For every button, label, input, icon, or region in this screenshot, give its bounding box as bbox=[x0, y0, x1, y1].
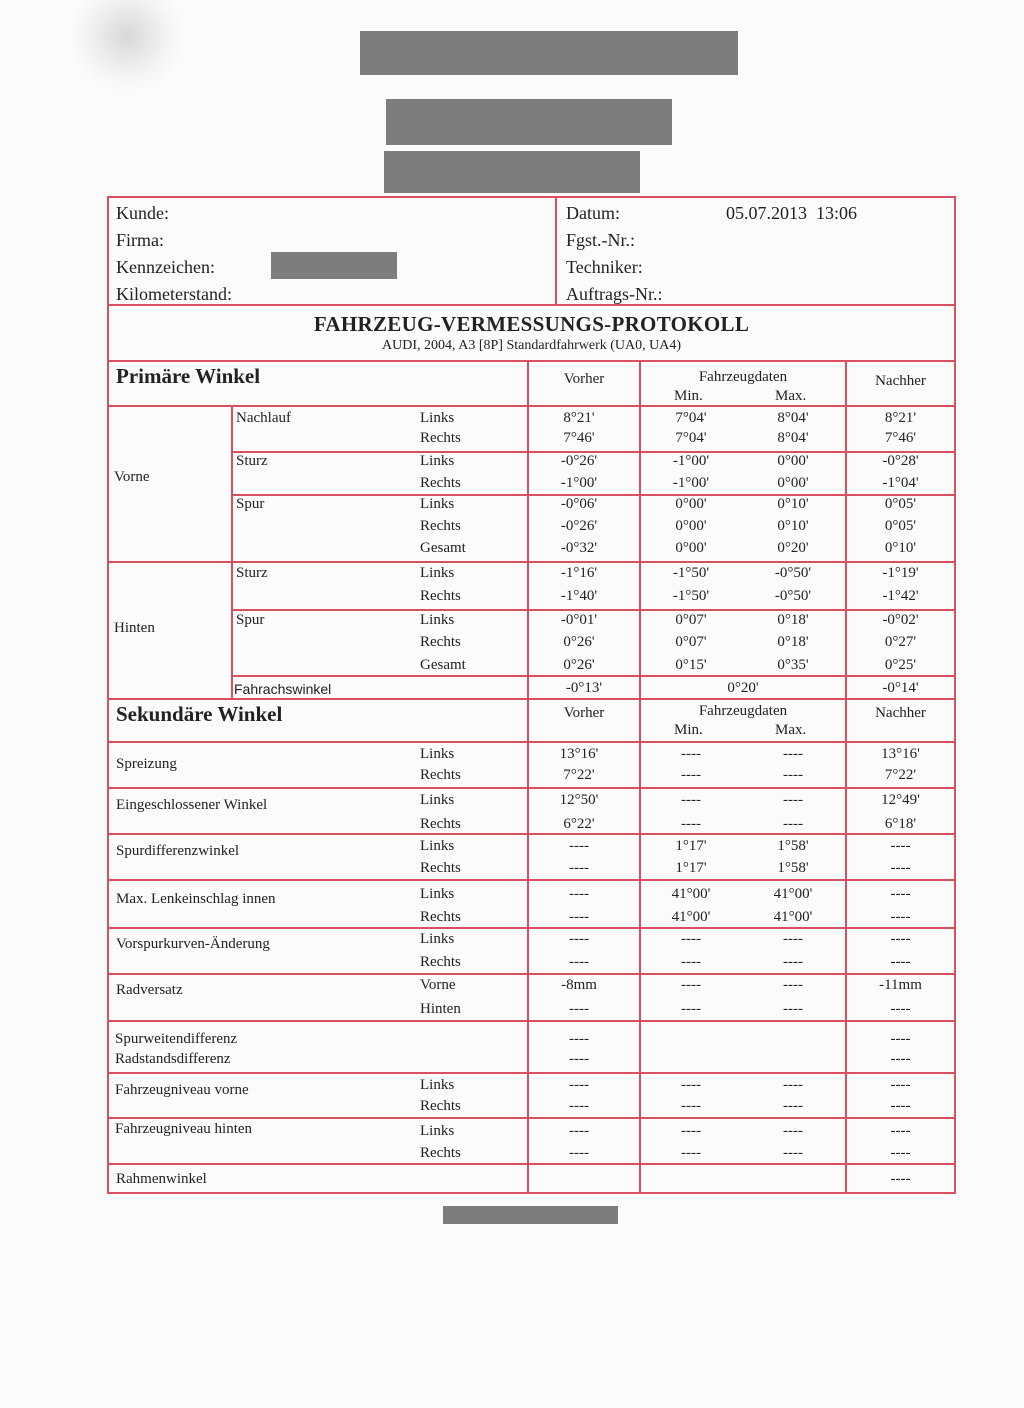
customer-header bbox=[107, 196, 956, 306]
grid-line bbox=[107, 1117, 956, 1119]
side-label: Gesamt bbox=[420, 540, 466, 556]
nachher-value: -1°42' bbox=[882, 588, 919, 604]
max-value: ---- bbox=[783, 767, 803, 783]
group-label: Spur bbox=[236, 496, 265, 512]
side-label: Links bbox=[420, 746, 455, 762]
side-label: Links bbox=[420, 453, 455, 469]
max-value: 41°00' bbox=[773, 909, 813, 925]
col-nachher: Nachher bbox=[875, 373, 926, 389]
vorher-value: -1°00' bbox=[560, 475, 598, 491]
min-value: 7°04' bbox=[675, 410, 707, 426]
secondary-title: Sekundäre Winkel bbox=[116, 702, 283, 726]
firma-label: Firma: bbox=[116, 230, 164, 250]
row-label: Spreizung bbox=[116, 756, 177, 772]
max-value: ---- bbox=[783, 1145, 803, 1161]
min-value: 0°07' bbox=[675, 612, 707, 628]
datum-value: 05.07.2013 13:06 bbox=[726, 203, 858, 223]
nachher-value: -11mm bbox=[879, 977, 922, 993]
nachher-value: ---- bbox=[890, 954, 911, 970]
max-value: ---- bbox=[783, 1077, 803, 1093]
grid-line bbox=[107, 741, 956, 743]
side-label: Links bbox=[420, 410, 455, 426]
max-value: ---- bbox=[783, 816, 803, 832]
row-label: Vorspurkurven-Änderung bbox=[116, 936, 270, 952]
nachher-value: -1°04' bbox=[882, 475, 919, 491]
nachher-value: ---- bbox=[890, 1098, 911, 1114]
vorher-value: 6°22' bbox=[563, 816, 595, 832]
vorher-value: -0°26' bbox=[560, 453, 598, 469]
spurweite-label: Spurweitendifferenz bbox=[115, 1031, 238, 1047]
fahrachs-ref: 0°20' bbox=[727, 680, 759, 696]
vorher-value: 13°16' bbox=[559, 746, 599, 762]
min-value: ---- bbox=[681, 1123, 701, 1139]
row-label: Radversatz bbox=[116, 982, 183, 998]
min-value: ---- bbox=[681, 1145, 701, 1161]
vorher-value: ---- bbox=[569, 1123, 589, 1139]
nachher-value: ---- bbox=[890, 1077, 911, 1093]
max-value: 0°20' bbox=[777, 540, 809, 556]
min-value: -1°50' bbox=[672, 565, 710, 581]
row-label: Eingeschlossener Winkel bbox=[116, 797, 268, 813]
max-value: ---- bbox=[783, 1123, 803, 1139]
vorher-value: ---- bbox=[569, 1098, 589, 1114]
nachher-value: ---- bbox=[890, 886, 911, 902]
max-value: 0°18' bbox=[777, 634, 809, 650]
side-label: Hinten bbox=[420, 1001, 461, 1017]
techniker-label: Techniker: bbox=[566, 257, 643, 277]
spurweite-nachher: ---- bbox=[890, 1031, 911, 1047]
primary-title: Primäre Winkel bbox=[116, 364, 261, 388]
rahmen-nachher: ---- bbox=[890, 1171, 911, 1187]
min-value: 0°07' bbox=[675, 634, 707, 650]
min-value: ---- bbox=[681, 767, 701, 783]
col-min: Min. bbox=[674, 388, 703, 404]
grid-line bbox=[107, 973, 956, 975]
max-value: 8°04' bbox=[777, 410, 809, 426]
redacted-block bbox=[386, 99, 672, 145]
max-value: ---- bbox=[783, 977, 803, 993]
side-label: Gesamt bbox=[420, 657, 466, 673]
col-vorher-2: Vorher bbox=[563, 705, 605, 721]
kilometerstand-label: Kilometerstand: bbox=[116, 284, 232, 304]
max-value: -0°50' bbox=[774, 588, 812, 604]
nachher-value: 0°27' bbox=[884, 634, 917, 650]
nachher-value: 8°21' bbox=[884, 410, 917, 426]
scan-smudge bbox=[72, 0, 182, 90]
vorher-value: ---- bbox=[569, 886, 589, 902]
vorher-value: ---- bbox=[569, 1077, 589, 1093]
max-value: 0°00' bbox=[777, 453, 809, 469]
row-label: Fahrzeugniveau hinten bbox=[115, 1121, 253, 1137]
min-value: 7°04' bbox=[675, 430, 707, 446]
nachher-value: ---- bbox=[890, 909, 911, 925]
fahrachs-nachher: -0°14' bbox=[882, 680, 919, 696]
side-label: Rechts bbox=[420, 430, 461, 446]
min-value: 41°00' bbox=[671, 909, 711, 925]
grid-line bbox=[107, 1072, 956, 1074]
group-label: Sturz bbox=[236, 565, 268, 581]
side-label: Links bbox=[420, 931, 455, 947]
vehicle-subtitle: AUDI, 2004, A3 [8P] Standardfahrwerk (UA0, UA4) bbox=[382, 338, 681, 353]
nachher-value: 0°05' bbox=[884, 496, 917, 512]
nachher-value: -1°19' bbox=[882, 565, 919, 581]
vorher-value: 0°26' bbox=[563, 634, 595, 650]
min-value: ---- bbox=[681, 954, 701, 970]
side-label: Rechts bbox=[420, 1098, 461, 1114]
side-label: Rechts bbox=[420, 634, 461, 650]
side-label: Links bbox=[420, 1077, 455, 1093]
min-value: 0°00' bbox=[675, 496, 707, 512]
row-label: Max. Lenkeinschlag innen bbox=[116, 891, 276, 907]
max-value: 8°04' bbox=[777, 430, 809, 446]
max-value: 0°35' bbox=[777, 657, 809, 673]
side-label: Rechts bbox=[420, 767, 461, 783]
side-label: Rechts bbox=[420, 475, 461, 491]
side-label: Links bbox=[420, 886, 455, 902]
col-fahrzeugdaten: Fahrzeugdaten bbox=[698, 369, 788, 385]
min-value: -1°00' bbox=[672, 453, 710, 469]
nachher-value: ---- bbox=[890, 1001, 911, 1017]
min-value: ---- bbox=[681, 1077, 701, 1093]
grid-line bbox=[107, 561, 956, 563]
vorher-value: -1°16' bbox=[560, 565, 598, 581]
vorher-value: ---- bbox=[569, 838, 589, 854]
vorher-value: ---- bbox=[569, 954, 589, 970]
kennzeichen-label: Kennzeichen: bbox=[116, 257, 215, 277]
vorher-value: -0°06' bbox=[560, 496, 598, 512]
nachher-value: ---- bbox=[890, 1145, 911, 1161]
grid-line bbox=[231, 609, 956, 611]
side-label: Links bbox=[420, 792, 455, 808]
max-value: ---- bbox=[783, 931, 803, 947]
side-label: Rechts bbox=[420, 954, 461, 970]
vorher-value: -8mm bbox=[561, 977, 597, 993]
nachher-value: -0°28' bbox=[882, 453, 919, 469]
nachher-value: ---- bbox=[890, 838, 911, 854]
fahrachs-vorher: -0°13' bbox=[565, 680, 603, 696]
vorher-value: 7°22' bbox=[563, 767, 595, 783]
nachher-value: 0°10' bbox=[884, 540, 917, 556]
min-value: 0°00' bbox=[675, 518, 707, 534]
min-value: ---- bbox=[681, 977, 701, 993]
grid-line bbox=[107, 405, 956, 407]
spurweite-vorher: ---- bbox=[569, 1031, 589, 1047]
max-value: -0°50' bbox=[774, 565, 812, 581]
side-label: Vorne bbox=[420, 977, 456, 993]
group-label: Spur bbox=[236, 612, 265, 628]
min-value: ---- bbox=[681, 746, 701, 762]
col-nachher-2: Nachher bbox=[875, 705, 926, 721]
max-value: 41°00' bbox=[773, 886, 813, 902]
vorher-value: 8°21' bbox=[563, 410, 595, 426]
grid-line bbox=[107, 927, 956, 929]
vorher-value: -0°26' bbox=[560, 518, 598, 534]
nachher-value: ---- bbox=[890, 860, 911, 876]
col-min-2: Min. bbox=[674, 722, 703, 738]
min-value: 41°00' bbox=[671, 886, 711, 902]
min-value: -1°50' bbox=[672, 588, 710, 604]
radstand-vorher: ---- bbox=[569, 1051, 589, 1067]
side-label: Rechts bbox=[420, 588, 461, 604]
redacted-block bbox=[360, 31, 738, 75]
max-value: 1°58' bbox=[777, 860, 809, 876]
radstand-nachher: ---- bbox=[890, 1051, 911, 1067]
side-label: Rechts bbox=[420, 909, 461, 925]
fahrachs-label: Fahrachswinkel bbox=[234, 681, 332, 697]
side-label: Rechts bbox=[420, 860, 461, 876]
max-value: 1°58' bbox=[777, 838, 809, 854]
min-value: -1°00' bbox=[672, 475, 710, 491]
min-value: 0°15' bbox=[675, 657, 707, 673]
col-max: Max. bbox=[775, 388, 807, 404]
grid-line bbox=[107, 1163, 956, 1165]
vorher-value: -0°01' bbox=[560, 612, 598, 628]
col-vorher: Vorher bbox=[563, 371, 605, 387]
vorher-value: 7°46' bbox=[563, 430, 595, 446]
max-value: ---- bbox=[783, 954, 803, 970]
vorher-value: -1°40' bbox=[560, 588, 598, 604]
auftrag-label: Auftrags-Nr.: bbox=[566, 284, 663, 304]
min-value: ---- bbox=[681, 792, 701, 808]
vorher-value: ---- bbox=[569, 1145, 589, 1161]
nachher-value: 0°25' bbox=[884, 657, 917, 673]
group-label: Nachlauf bbox=[236, 410, 291, 426]
max-value: 0°10' bbox=[777, 518, 809, 534]
radstand-label: Radstandsdifferenz bbox=[115, 1051, 231, 1067]
side-label: Rechts bbox=[420, 518, 461, 534]
nachher-value: 0°05' bbox=[884, 518, 917, 534]
redacted-block bbox=[384, 151, 640, 193]
col-max-2: Max. bbox=[775, 722, 807, 738]
min-value: 0°00' bbox=[675, 540, 707, 556]
nachher-value: 13°16' bbox=[881, 746, 920, 762]
grid-line bbox=[107, 1020, 956, 1022]
side-label: Rechts bbox=[420, 1145, 461, 1161]
rahmen-label: Rahmenwinkel bbox=[116, 1171, 207, 1187]
nachher-value: ---- bbox=[890, 1123, 911, 1139]
grid-line bbox=[107, 787, 956, 789]
min-value: 1°17' bbox=[675, 838, 707, 854]
min-value: ---- bbox=[681, 931, 701, 947]
redacted-plate bbox=[271, 252, 397, 279]
vorher-value: ---- bbox=[569, 909, 589, 925]
col-fahrzeugdaten-2: Fahrzeugdaten bbox=[698, 703, 788, 719]
min-value: ---- bbox=[681, 816, 701, 832]
protocol-title: FAHRZEUG-VERMESSUNGS-PROTOKOLL bbox=[313, 312, 750, 336]
vorne-label: Vorne bbox=[114, 469, 150, 485]
nachher-value: 7°22' bbox=[884, 767, 917, 783]
nachher-value: 12°49' bbox=[881, 792, 920, 808]
group-label: Sturz bbox=[236, 453, 268, 469]
max-value: ---- bbox=[783, 1001, 803, 1017]
max-value: 0°18' bbox=[777, 612, 809, 628]
vorher-value: ---- bbox=[569, 931, 589, 947]
vorher-value: ---- bbox=[569, 860, 589, 876]
grid-line bbox=[107, 833, 956, 835]
row-label: Spurdifferenzwinkel bbox=[116, 843, 240, 859]
side-label: Rechts bbox=[420, 816, 461, 832]
min-value: ---- bbox=[681, 1001, 701, 1017]
redacted-block bbox=[443, 1206, 618, 1224]
max-value: ---- bbox=[783, 1098, 803, 1114]
side-label: Links bbox=[420, 565, 455, 581]
max-value: 0°10' bbox=[777, 496, 809, 512]
max-value: ---- bbox=[783, 792, 803, 808]
vorher-value: -0°32' bbox=[560, 540, 598, 556]
header-divider bbox=[555, 198, 557, 304]
nachher-value: 6°18' bbox=[884, 816, 917, 832]
side-label: Links bbox=[420, 612, 455, 628]
vorher-value: ---- bbox=[569, 1001, 589, 1017]
datum-label: Datum: bbox=[566, 203, 620, 223]
side-label: Links bbox=[420, 838, 455, 854]
fgst-label: Fgst.-Nr.: bbox=[566, 230, 636, 250]
min-value: ---- bbox=[681, 1098, 701, 1114]
vorher-value: 12°50' bbox=[559, 792, 599, 808]
grid-line bbox=[231, 675, 956, 677]
side-label: Links bbox=[420, 496, 455, 512]
hinten-label: Hinten bbox=[114, 620, 155, 636]
kunde-label: Kunde: bbox=[116, 203, 169, 223]
protocol-title-box bbox=[107, 306, 956, 362]
row-label: Fahrzeugniveau vorne bbox=[115, 1082, 249, 1098]
nachher-value: ---- bbox=[890, 931, 911, 947]
side-label: Links bbox=[420, 1123, 455, 1139]
max-value: 0°00' bbox=[777, 475, 809, 491]
max-value: ---- bbox=[783, 746, 803, 762]
min-value: 1°17' bbox=[675, 860, 707, 876]
vorher-value: 0°26' bbox=[563, 657, 595, 673]
nachher-value: -0°02' bbox=[882, 612, 919, 628]
grid-line bbox=[107, 879, 956, 881]
nachher-value: 7°46' bbox=[884, 430, 917, 446]
